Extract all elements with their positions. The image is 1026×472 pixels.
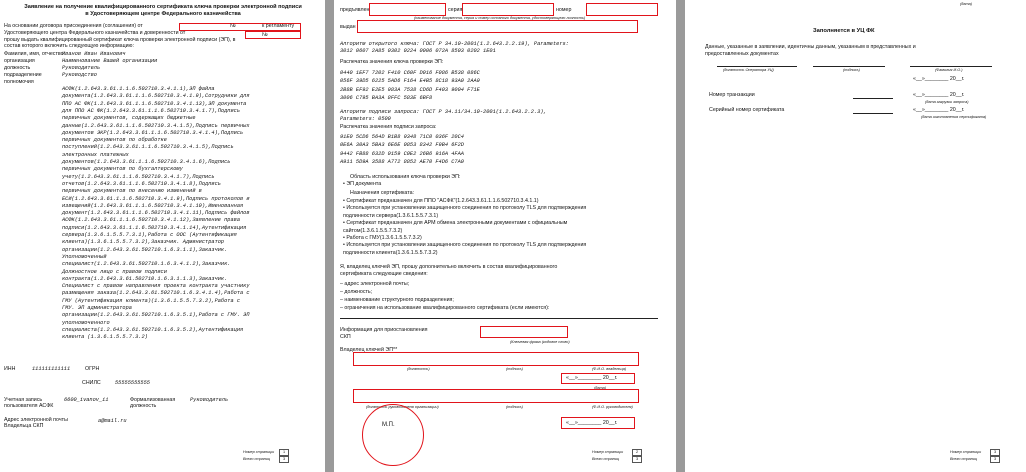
purpose-item: • Сертификат предназначен для ППО "АСФК"(1.2.643.3.61.1.1.6.502710.3.4.1.1) xyxy=(343,198,539,204)
field-label: должность xyxy=(4,65,31,71)
power-item: АСФК(1.2.643.3.61.1.1.6.502710.3.4.1.1),ЭП файла xyxy=(62,86,215,92)
intro-line-1: На основании договора присоединения (соглашения) от xyxy=(4,23,143,29)
usage-heading: Область использования ключа проверки ЭП: xyxy=(350,174,461,180)
operator-signature-line xyxy=(813,66,885,67)
statement-line-1: Данные, указанные в заявлении, идентичны данным, указанным в представленных и xyxy=(705,44,916,50)
transaction-date-hint: (дата загрузки запроса) xyxy=(925,100,969,104)
account-value: 6600_ivanov_ii xyxy=(64,397,109,403)
field-label: Фамилия, имя, отчество xyxy=(4,51,64,57)
power-item: организации(1.2.643.3.61.502710.1.6.3.5.1),Работа с ГМУ. ЭП xyxy=(62,312,250,319)
total-pages-value: 3 xyxy=(990,456,1000,463)
purpose-heading: Назначения сертификата: xyxy=(350,190,414,196)
ogrn-label: ОГРН xyxy=(85,366,100,372)
power-item: ППО АС ФК(1.2.643.3.61.1.1.6.502710.3.4.1.13),ЭП документа xyxy=(62,100,247,107)
extra-email: – адрес электронной почты; xyxy=(340,281,410,287)
request-line: 91E0 5CD6 564D B1B8 9348 71C0 036F 20C4 xyxy=(340,134,464,140)
inn-label: ИНН xyxy=(4,366,16,372)
code-word-hint: (Ключевая фраза (кодовое слово) xyxy=(510,340,570,344)
code-word-field[interactable] xyxy=(480,326,568,338)
power-item: подписи(1.2.643.3.61.1.1.6.502710.3.4.1.14),Аутентификация xyxy=(62,224,247,231)
algo-open-line-2: 3012 0607 2A85 0302 0224 0006 072A 8503 0202 1E01 xyxy=(340,48,496,54)
contract-number-label: № xyxy=(230,23,236,29)
power-item: размещения заказа(1.2.643.3.61.502710.1.6.3.4.1.4),Работа с xyxy=(62,290,250,297)
field-value: Руководитель xyxy=(62,65,101,71)
purpose-item: • Работа с ГМУ(1.3.6.1.5.5.7.3.2) xyxy=(343,235,422,241)
suspend-label-1: Информация для приостановления xyxy=(340,327,428,333)
request-line: 0E6A 30A3 5BA3 6E6E 0853 8342 F9B4 6F2D xyxy=(340,142,464,149)
page-number-label: Номер страницы xyxy=(592,450,624,454)
statement-line-2: предоставленных документах xyxy=(705,51,779,57)
owner-signature-field[interactable] xyxy=(353,352,639,366)
power-item: поступлений(1.2.643.3.61.1.1.6.502710.3.4.1.5),Подпись xyxy=(62,144,234,151)
total-pages-value: 3 xyxy=(279,456,289,463)
owner-name-hint: (Ф.И.О. владельца) xyxy=(592,367,627,371)
power-item: учету(1.2.643.3.61.1.1.6.502710.3.4.1.7),Подпись xyxy=(62,173,215,180)
algo-req-line-2: Parameters: 0500 xyxy=(340,116,391,122)
power-item: данные(1.2.643.3.61.1.1.6.502710.3.4.1.5),Подпись первичных xyxy=(62,122,250,129)
power-item: ГМУ (Аутентификация клиента)(1.3.6.1.5.5.7.3.2),Работа с xyxy=(62,297,241,304)
power-item: первичных документов по обработке xyxy=(62,137,167,144)
account-label: Учетная запись пользователя АСФК xyxy=(4,397,54,410)
purpose-item: • Сертификат предназначен для АРМ обмена электронными документами с официальным xyxy=(343,220,568,227)
transaction-line xyxy=(853,98,893,99)
head-signature-hint: (подпись) xyxy=(506,405,523,409)
head-position-hint: (должность руководителя организации) xyxy=(366,405,439,409)
presented-label: предъявлен xyxy=(340,7,370,13)
field-label: полномочия xyxy=(4,79,34,85)
stamp-label: М.П. xyxy=(382,422,395,428)
field-value: Наименование Вашей организации xyxy=(62,58,158,64)
key-line: 0440 1EF7 7202 F410 C60F D016 F086 B538 086C xyxy=(340,70,480,76)
owner-position-hint: (должность) xyxy=(407,367,430,371)
power-item: сервера(1.3.6.1.5.5.7.3.1),Работа с ООС (Аутентификация xyxy=(62,232,237,238)
formal-position-value: Руководитель xyxy=(190,397,229,403)
inn-value: 111111111111 xyxy=(32,366,71,372)
attorney-number-label: № xyxy=(262,32,268,38)
usage-doc: • ЭП документа xyxy=(343,181,382,187)
head-date-text: «__»________ 20__г. xyxy=(566,420,618,426)
owner-paragraph-2: сертификата следующие сведения: xyxy=(340,271,428,277)
total-pages-label: Всего страниц xyxy=(592,457,620,461)
extra-restrictions: – ограничения на использование квалифицированного сертификата (если имеются): xyxy=(340,305,550,311)
power-item: клиента)(1.3.6.1.5.5.7.3.2),Заказчик. Администратор xyxy=(62,239,225,246)
power-item: специалиста(1.2.643.3.61.502710.1.6.3.5.2),Аутентификация xyxy=(62,326,244,333)
power-item: документ(1.2.643.3.61.1.1.6.502710.3.4.1.11),Подпись файлов xyxy=(62,210,250,217)
transaction-date-text: «__»________ 20__г. xyxy=(913,92,965,98)
formal-position-label: Формализованная должность xyxy=(130,397,176,410)
power-item: организации(1.2.643.3.61.502710.1.6.3.1.1),Заказчик. xyxy=(62,246,228,253)
issued-label: выдан xyxy=(340,24,356,30)
power-item: документов(1.2.643.3.61.1.1.6.502710.3.4.1.6),Подпись xyxy=(62,159,231,165)
extra-position: – должность; xyxy=(340,289,373,295)
operator-name-hint: (Фамилия И.О.) xyxy=(935,68,963,72)
power-item: документов ЭКР(1.2.643.3.61.1.1.6.502710.3.4.1.4),Подпись xyxy=(62,129,244,136)
page-number-box xyxy=(950,449,1016,465)
key-line: 056F 39D5 6225 5AD6 F164 E4B5 8C18 93A0 2AA9 xyxy=(340,78,480,85)
request-line: A911 5D9A 3588 A772 8852 AE70 F4D6 C7A0 xyxy=(340,158,464,165)
owner-signature-hint: (подпись) xyxy=(506,367,523,371)
purpose-item: • Используется при установлении защищенного соединения по протоколу TLS для подтверждения xyxy=(343,205,587,212)
algo-req-line-1: Алгоритм подписи запроса: ГОСТ Р 34.11/34.10-2001(1.2.643.2.2.3), xyxy=(340,109,547,115)
snils-label: СНИЛС xyxy=(82,380,101,386)
power-item: клиента (1.3.6.1.5.5.7.3.2) xyxy=(62,334,148,341)
power-item: документа(1.2.643.3.61.1.1.6.502710.3.4.1.9),Сотрудники для xyxy=(62,93,250,100)
serial-line xyxy=(853,113,893,114)
document-type-field[interactable] xyxy=(369,3,446,16)
field-label: подразделение xyxy=(4,72,42,78)
power-item: уполномоченного xyxy=(62,319,110,326)
number-field[interactable] xyxy=(586,3,658,16)
power-item: Специалист с правом направления проекта контракта участнику xyxy=(62,283,250,290)
restrictions-line xyxy=(340,318,658,319)
page-number-value: 3 xyxy=(990,449,1000,456)
owner-label: Владелец ключей ЭП** xyxy=(340,347,398,353)
power-of-attorney-field[interactable] xyxy=(245,31,301,39)
power-item: первичных документов по бухгалтерскому xyxy=(62,166,183,173)
series-label: серия xyxy=(448,7,463,13)
transaction-label: Номер транзакции xyxy=(709,92,755,98)
page-number-value: 1 xyxy=(279,449,289,456)
page-number-box xyxy=(243,449,297,465)
serial-date-hint: (дата изготовления сертификата) xyxy=(921,115,987,119)
purpose-item: подлинности клиента(1.3.6.1.5.5.7.3.2) xyxy=(343,249,438,256)
page-number-box xyxy=(592,449,652,465)
print-key-label: Распечатка значения ключа проверки ЭП: xyxy=(340,59,444,65)
field-label: организация xyxy=(4,58,35,64)
power-item: Должностное лицо с правом подписи xyxy=(62,268,167,275)
operator-signature-hint: (подпись) xyxy=(843,68,860,72)
extra-department: – наименование структурного подразделения; xyxy=(340,297,454,303)
power-item: контракта(1.2.643.3.61.502710.1.6.3.1.1.3),Заказчик. xyxy=(62,275,228,282)
page-number-label: Номер страницы xyxy=(950,450,982,454)
top-date-hint: (дата) xyxy=(960,2,972,6)
owner-paragraph-1: Я, владелец ключей ЭП, прошу дополнительно включить в состав квалифицированного xyxy=(340,264,558,270)
email-value: a@mail.ru xyxy=(98,418,127,424)
power-item: первичных документов по внесению изменений в xyxy=(62,188,202,195)
stamp-circle[interactable] xyxy=(362,404,424,466)
number-label: номер xyxy=(556,7,572,13)
page-1 xyxy=(0,0,325,472)
power-item: АСФК(1.2.643.3.61.1.1.6.502710.3.4.1.12),Заявление права xyxy=(62,217,241,224)
request-line: 9442 FB88 632D 0159 C0E2 26B6 916A 4FAA xyxy=(340,150,464,157)
series-field[interactable] xyxy=(462,3,554,16)
operator-date-text: «__»________ 20__г. xyxy=(913,76,965,82)
intro-line-2: Удостоверяющего центра Федерального казначейства и доверенности от xyxy=(4,30,186,36)
field-value: Иванов Иван Иванович xyxy=(62,51,126,57)
field-value: Руководство xyxy=(62,72,97,78)
power-item: ЕСИ(1.2.643.3.61.1.1.6.502710.3.4.1.9),Подпись протоколов и xyxy=(62,195,250,202)
purpose-item: сайтом(1.3.6.1.5.5.7.3.2) xyxy=(343,227,403,234)
power-item: для ППО АС ФК(1.2.643.3.61.1.1.6.502710.3.4.1.7),Подпись xyxy=(62,107,241,114)
power-item: специалист(1.2.643.3.61.502710.1.6.3.4.1.2),Заказчик. xyxy=(62,261,231,268)
power-item: отчетов(1.2.643.3.61.1.1.6.502710.3.4.1.8),Подпись xyxy=(62,180,221,187)
operator-name-line xyxy=(910,66,992,67)
operator-position-line xyxy=(717,66,797,67)
issued-by-field[interactable] xyxy=(357,20,638,33)
power-item: Уполномоченный xyxy=(62,253,107,260)
application-title: Заявление на получение квалифицированного сертификата ключа проверки электронной подписи в Удостоверяющем центре Федерального казначейства xyxy=(24,4,302,17)
total-pages-label: Всего страниц xyxy=(243,457,271,461)
email-label: Адрес электронной почты Владельца СКП xyxy=(4,417,68,430)
page-3 xyxy=(685,0,1026,472)
snils-value: 55555555555 xyxy=(115,380,150,386)
operator-position-hint: (должность Оператора УЦ) xyxy=(723,68,774,72)
print-req-label: Распечатка значения подписи запроса: xyxy=(340,124,437,130)
total-pages-label: Всего страниц xyxy=(950,457,978,461)
key-line: 2B8B EF92 E2E5 983A 7538 CD6D F403 9004 F71E xyxy=(340,86,480,93)
purpose-item: подлинности сервера(1.3.6.1.5.5.7.3.1) xyxy=(343,212,439,219)
head-name-hint: (Ф.И.О. руководителя) xyxy=(592,405,633,409)
head-signature-field[interactable] xyxy=(353,389,639,403)
key-line: 3006 C795 BA3A 8FFC 583E 6BF8 xyxy=(340,94,433,101)
total-pages-value: 3 xyxy=(632,456,642,463)
algo-open-line-1: Алгоритм открытого ключа: ГОСТ Р 34.10-2001(1.2.643.2.2.19), Parameters: xyxy=(340,41,569,47)
reglament-label: к регламенту xyxy=(262,23,295,29)
suspend-label-2: СКП xyxy=(340,334,351,340)
serial-label: Серийный номер сертификата xyxy=(709,107,785,113)
uc-heading: Заполняется в УЦ ФК xyxy=(813,28,875,34)
page-2 xyxy=(334,0,676,472)
document-hint: (наименование документа, серия и номер основного документа, удостоверяющего личность) xyxy=(414,16,586,20)
serial-date-text: «__»________ 20__г. xyxy=(913,107,965,113)
power-item: извещений(1.2.643.3.61.1.1.6.502710.3.4.1.10),Именованная xyxy=(62,202,244,209)
owner-date-hint: (дата) xyxy=(594,386,606,390)
page-number-label: Номер страницы xyxy=(243,450,275,454)
page-number-value: 2 xyxy=(632,449,642,456)
purpose-item: • Используется при установлении защищенного соединения по протоколу TLS для подтверждения xyxy=(343,242,587,249)
intro-line-4: состав которого включить следующую информацию: xyxy=(4,43,135,49)
owner-date-text: «__»________ 20__г. xyxy=(566,375,618,381)
power-item: первичных документов, содержащих бюджетные xyxy=(62,115,196,122)
power-item: ГМУ. ЭП администратора xyxy=(62,305,132,311)
power-item: электронных платежных xyxy=(62,151,129,158)
intro-line-3: прошу выдать квалифицированный сертификат ключа проверки электронной подписи (ЭП), в xyxy=(4,37,236,43)
